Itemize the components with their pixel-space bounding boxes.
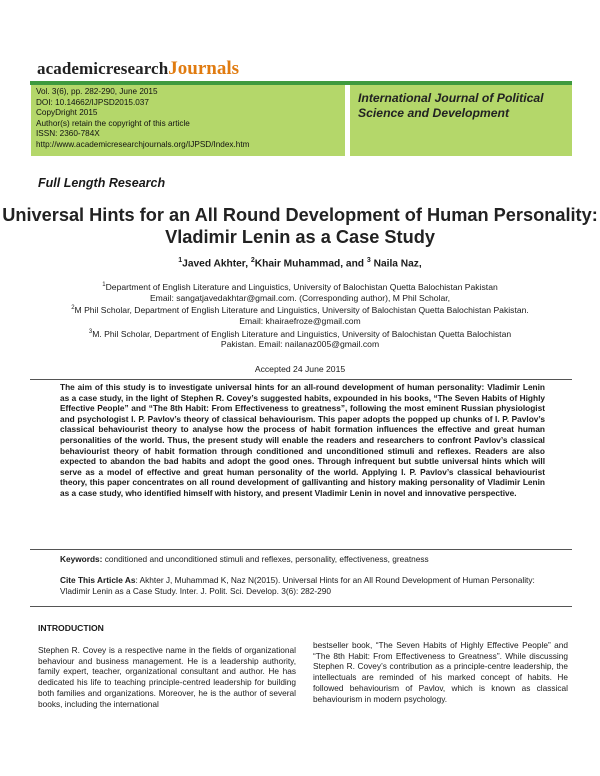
abstract-top-rule — [30, 379, 572, 380]
affiliation-2 — [0, 303, 600, 316]
affiliation-3-sup: 3 — [88, 328, 93, 335]
affiliation-3-line-1: M. Phil Scholar, Department of English Literature and Linguistics, University of Balochistan Quetta Balochistan — [92, 328, 512, 339]
affiliation-2-line-1: M Phil Scholar, Department of English Literature and Linguistics, University of Balochistan Quetta Balochistan Pakistan. — [74, 305, 529, 316]
accepted-date: Accepted 24 June 2015 — [254, 364, 346, 374]
author-3-sup: 3 — [366, 257, 371, 264]
meta-copyright: CopyDright 2015 — [36, 108, 98, 118]
paper-title: Universal Hints for an All Round Development of Human Personality: Vladimir Lenin as a Case Study — [2, 205, 598, 247]
keywords-label: Keywords: — [60, 554, 103, 564]
author-3: Naila Naz, — [370, 258, 422, 270]
author-1: Javed Akhter, — [182, 258, 251, 270]
affiliation-2-sup: 2 — [71, 305, 75, 312]
keywords-text: conditioned and unconditioned stimuli and reflexes, personality, effectiveness, greatness — [102, 554, 429, 564]
article-meta — [36, 87, 249, 151]
author-1-sup: 1 — [178, 257, 183, 264]
author-2: Khair Muhammad, and — [254, 258, 367, 270]
meta-volume: Vol. 3(6), pp. 282-290, June 2015 — [36, 87, 158, 96]
cite-text: : Akhter J, Muhammad K, Naz N(2015). Universal Hints for an All Round Development of Human Personality: Vladimir Lenin as a Case Study. Inter. J. Polit. Sci. Develop. 3(6): 282-290 — [60, 575, 535, 596]
section-label: Full Length Research — [38, 176, 166, 190]
affiliation-2-line-2: Email: khairaefroze@gmail.com — [239, 315, 361, 326]
affiliation-3 — [0, 327, 600, 340]
meta-doi: DOI: 10.14662/IJPSD2015.037 — [36, 97, 149, 107]
meta-author-rights: Author(s) retain the copyright of this article — [36, 118, 190, 128]
keywords — [60, 554, 550, 564]
affiliation-1-line-1: Department of English Literature and Linguistics, University of Balochistan Quetta Balochistan Pakistan — [105, 281, 498, 292]
cite-this-article — [60, 575, 545, 597]
publisher-logo — [37, 58, 239, 80]
cite-rule — [30, 606, 572, 607]
affiliation-1-sup: 1 — [102, 282, 106, 288]
affiliations — [0, 280, 600, 350]
abstract-text: The aim of this study is to investigate universal hints for an all-round development of human personality: Vladimir Lenin as a case study, in the light of Stephen R. Covey’s suggested habits, expounded in his books, “The Seven Habits of Highly Effective People” and “The 8th Habit: From Effectiveness to greatness”, following the most eminent Russian physiologist and psychologist I. P. Pavlov’s theory of classical behaviourism. This paper adopts the popped up chunks of I. P. Pavlov’s classical behaviourist theory to analyse how the process of habit formation influences the effective and great human personalities of the world. Thus, the present study will enable the readers and researchers to confront Pavlov’s classical behaviourist theory of habit formation through conditioned and unconditioned stimuli and reflexes. Readers are also expected to abandon the bad habits and adopt the good ones. Through infrequent but subtle universal hints which will serve as a model of effective and great human personality of the world. Applying I. P. Pavlov’s classical behaviourist theory, this paper concentrates on all round development of gallivanting and history making personality of Vladimir Lenin as a case study, who identified himself with history, and present Vladimir Lenin in novel and innovative perspective. — [60, 382, 545, 498]
meta-url[interactable]: http://www.academicresearchjournals.org/IJPSD/Index.htm — [36, 139, 250, 149]
author-list — [0, 257, 600, 269]
journal-name: International Journal of Political Science and Development — [358, 91, 544, 120]
author-2-sup: 2 — [250, 257, 255, 264]
affiliation-1-line-2: Email: sangatjavedakhtar@gmail.com. (Corresponding author), M Phil Scholar, — [149, 292, 451, 303]
affiliation-1 — [0, 280, 600, 293]
introduction-heading: INTRODUCTION — [38, 623, 104, 633]
cite-label: Cite This Article As — [60, 575, 136, 585]
logo-text-journals: Journals — [168, 58, 240, 79]
meta-issn: ISSN: 2360-784X — [36, 129, 100, 139]
affiliation-3-line-2: Pakistan. Email: nailanaz005@gmail.com — [220, 339, 380, 350]
introduction-column-1: Stephen R. Covey is a respective name in the fields of organizational behaviour and business management. He is a leadership authority, family expert, teacher, organizational consultant and author. He has dedicated his life to teaching principle-centred leadership for building both families and organizations. Moreover, he is the author of several books, including the international — [38, 645, 296, 709]
abstract-bottom-rule — [30, 549, 572, 550]
introduction-column-2: bestseller book, “The Seven Habits of Highly Effective People” and “The 8th Habit: From Effectiveness to Greatness”. While discussing Stephen R. Covey’s contribution as a principle-centre leadership, the intellectuals are reminded of his marked concept of habits. He followed behaviourism of Pavlov, which is known as classical behaviourism in modern psychology. — [313, 640, 568, 704]
logo-text-academicresearch: academicresearch — [37, 59, 169, 78]
